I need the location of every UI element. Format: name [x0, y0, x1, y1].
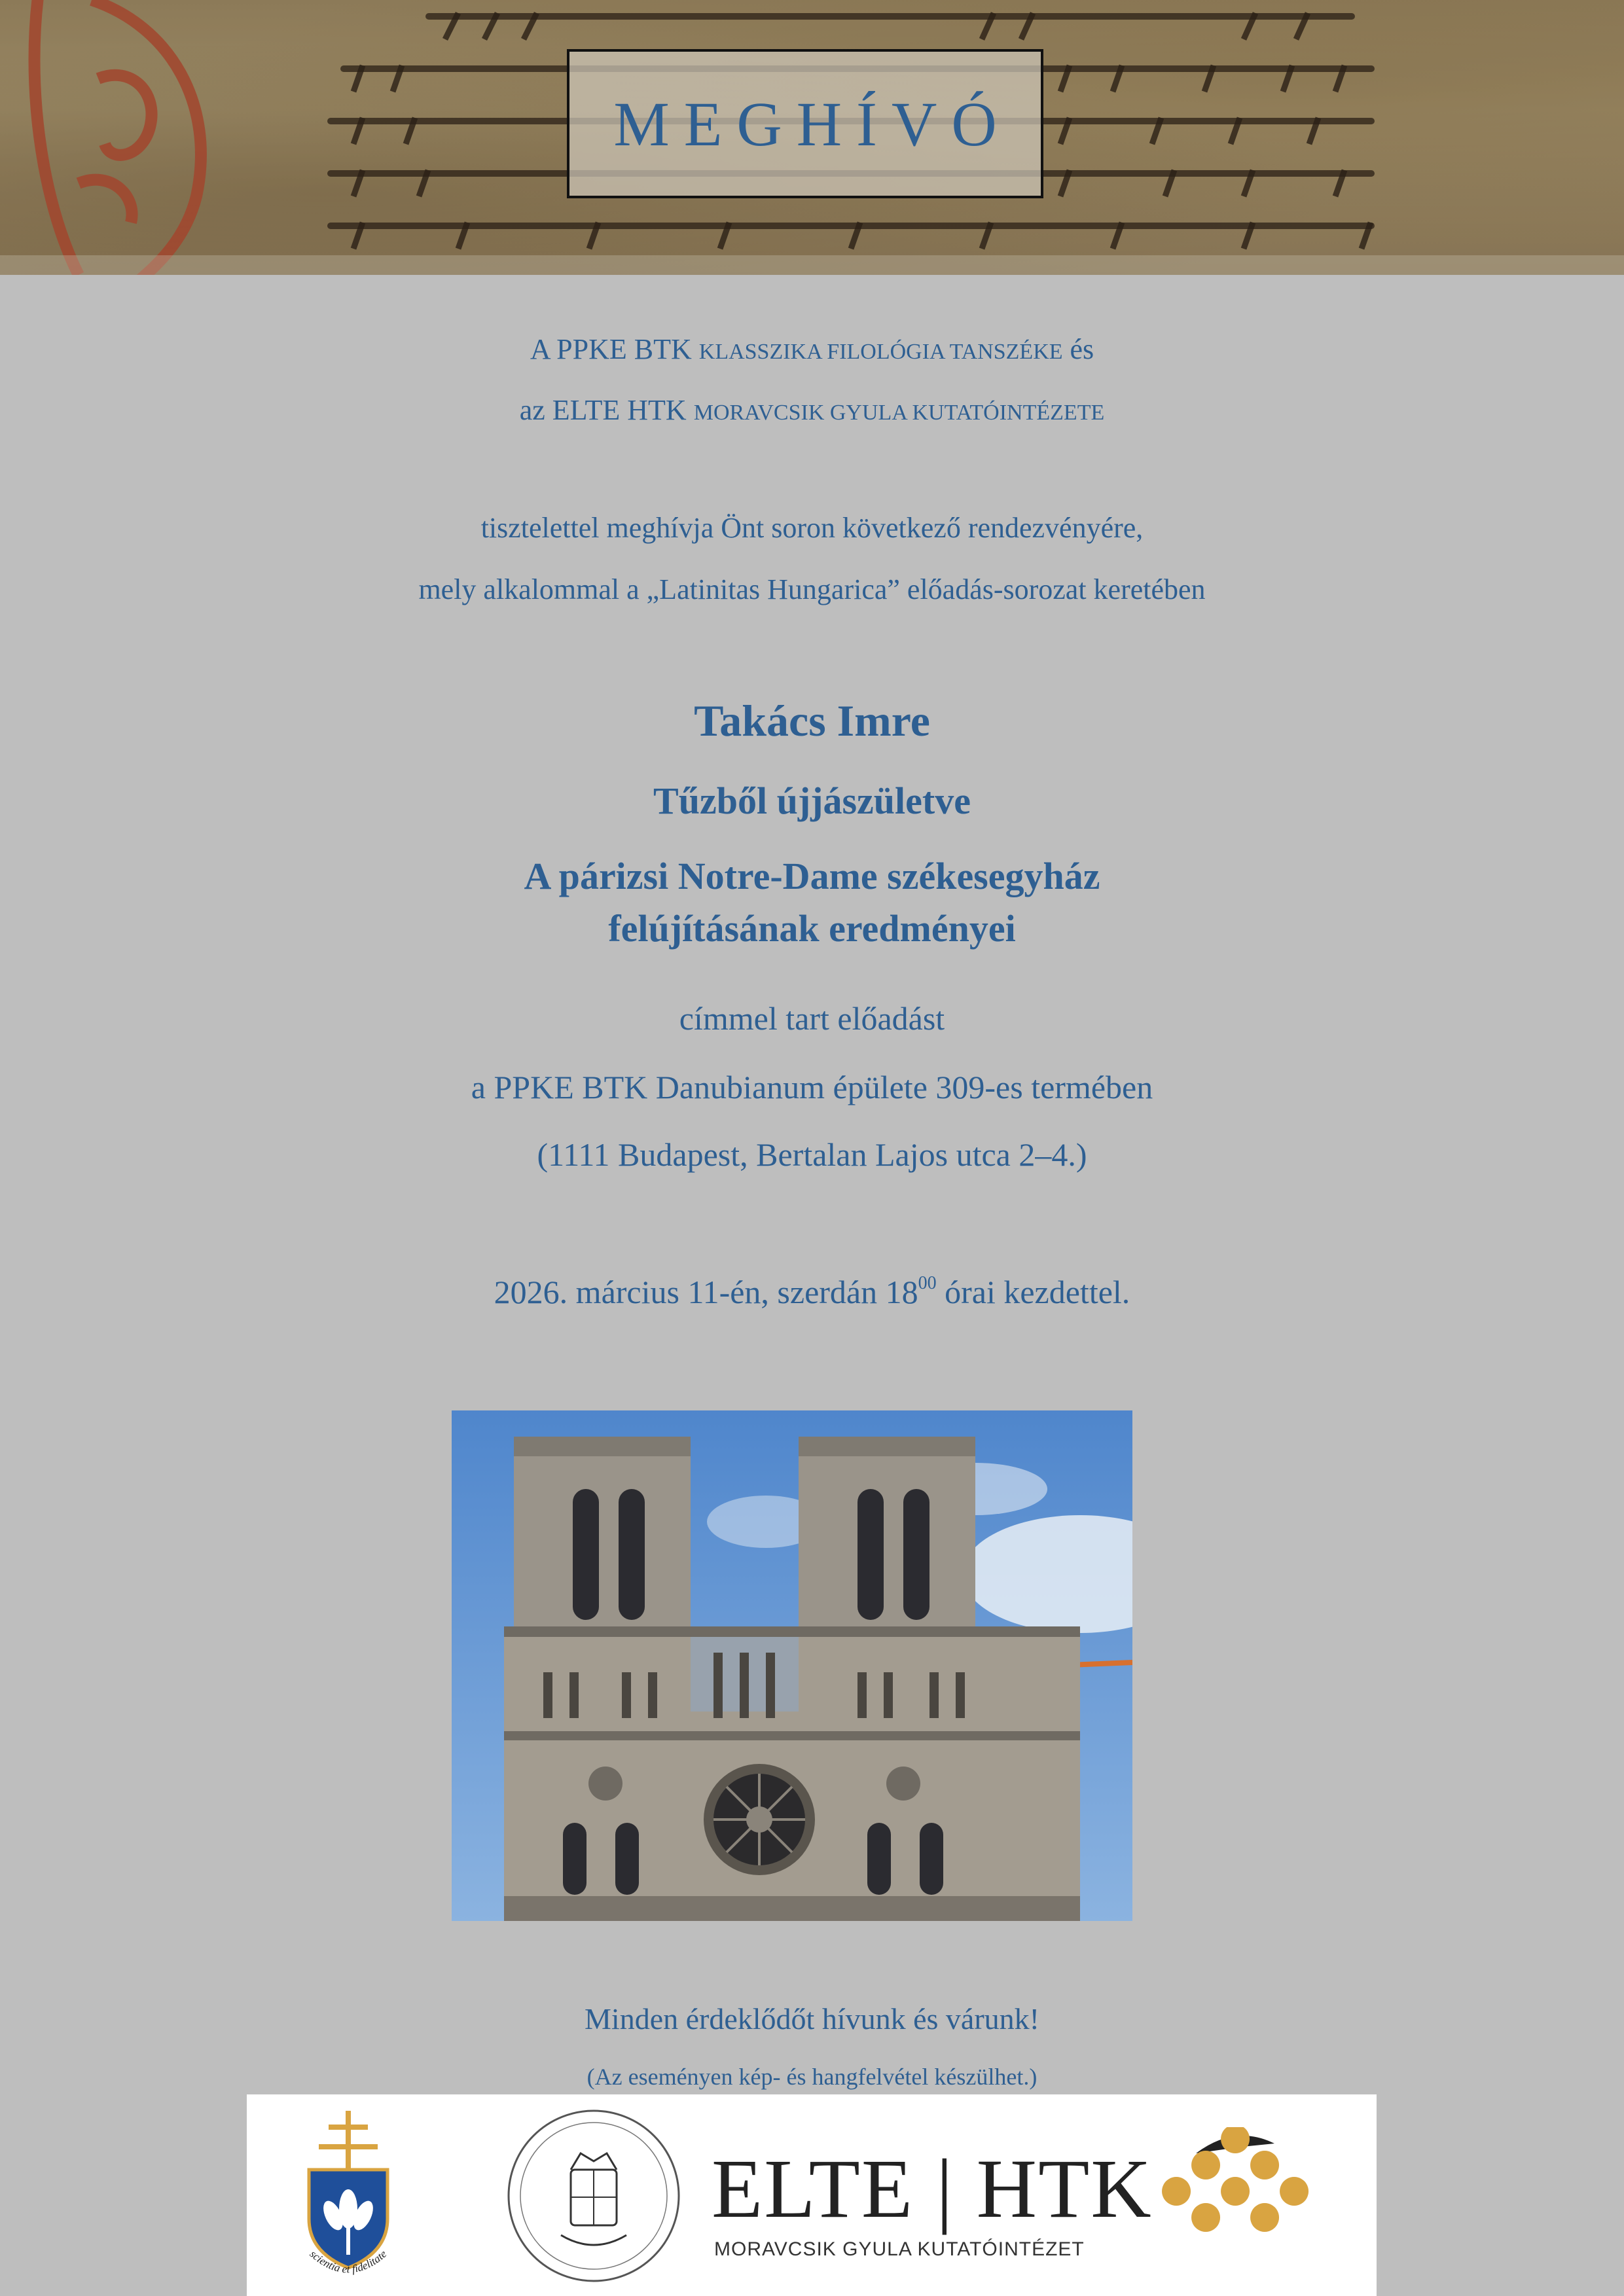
moravcsik-logo-icon	[1144, 2127, 1327, 2271]
lecture-subtitle-line-2: felújításának eredményei	[608, 907, 1016, 950]
organizer-2-prefix: az ELTE HTK	[519, 394, 694, 426]
time-suffix: órai kezdettel.	[936, 1274, 1130, 1310]
address-line: (1111 Budapest, Bertalan Lajos utca 2–4.)	[537, 1136, 1087, 1173]
intro-line-2: mely alkalommal a „Latinitas Hungarica” előadás-sorozat keretében	[418, 573, 1206, 605]
lecture-subtitle-line-1: A párizsi Notre-Dame székesegyház	[524, 855, 1100, 897]
time-minutes: 00	[918, 1273, 937, 1294]
event-datetime	[0, 1273, 1624, 1311]
date-text: 2026. március 11-én, szerdán 18	[494, 1274, 918, 1310]
invitation-closing: Minden érdeklődőt hívunk és várunk!	[585, 2002, 1039, 2036]
intro-line-1: tisztelettel meghívja Önt soron következő rendezvényére,	[480, 512, 1144, 544]
title-box	[567, 49, 1043, 198]
organizer-1-prefix: A PPKE BTK	[530, 333, 699, 365]
speaker-name: Takács Imre	[694, 696, 930, 745]
ppke-crest-icon	[286, 2108, 410, 2291]
organizer-line-2	[0, 393, 1624, 427]
page-title: MEGHÍVÓ	[613, 88, 1011, 159]
lecture-title: Tűzből újjászületve	[653, 780, 971, 822]
elte-htk-subtitle: MORAVCSIK GYULA KUTATÓINTÉZET	[714, 2238, 1085, 2260]
organizer-line-1	[0, 332, 1624, 366]
organizer-2-name: MORAVCSIK GYULA KUTATÓINTÉZETE	[693, 401, 1105, 425]
notre-dame-illustration	[452, 1410, 1132, 1921]
ppke-motto: scientia et fidelitate	[307, 2248, 389, 2276]
details-line-1: címmel tart előadást	[679, 1000, 945, 1037]
notre-dame-photo	[452, 1410, 1132, 1921]
manuscript-banner	[0, 0, 1624, 275]
elte-htk-wordmark: ELTE | HTK	[712, 2142, 1153, 2235]
organizer-1-name: KLASSZIKA FILOLÓGIA TANSZÉKE	[698, 340, 1063, 364]
elte-seal-icon	[499, 2108, 689, 2284]
logo-strip	[247, 2094, 1377, 2296]
organizer-1-suffix: és	[1062, 333, 1094, 365]
venue-line: a PPKE BTK Danubianum épülete 309-es termében	[471, 1069, 1153, 1105]
recording-notice: (Az eseményen kép- és hangfelvétel készülhet.)	[586, 2064, 1038, 2090]
